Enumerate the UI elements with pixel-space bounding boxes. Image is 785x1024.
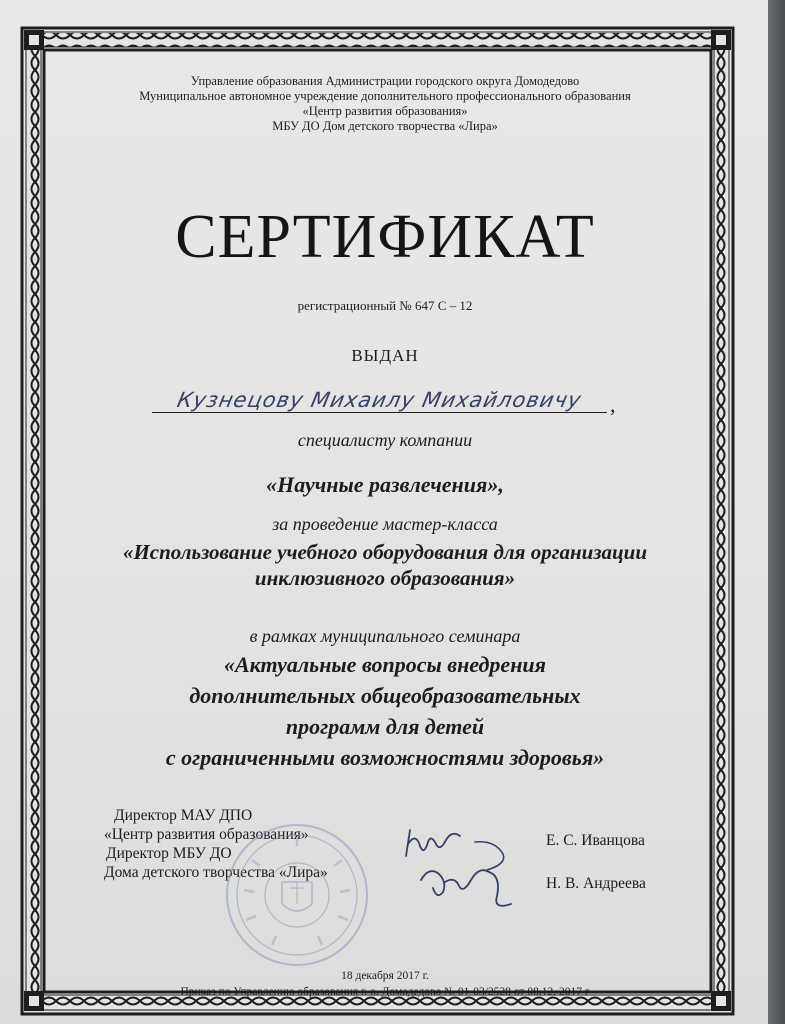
issue-date: 18 декабря 2017 г. — [341, 970, 429, 982]
director-org-2: Дома детского творчества «Лира» — [104, 864, 328, 881]
round-seal-icon — [222, 820, 372, 970]
issued-label: ВЫДАН — [351, 346, 419, 365]
seminar-title-line-4: с ограниченными возможностями здоровья» — [165, 745, 605, 770]
seminar-title-line-3: программ для детей — [285, 714, 485, 739]
director-title-1: Директор МАУ ДПО — [114, 807, 253, 824]
company-name: «Научные развлечения», — [266, 472, 504, 497]
header-line-4: МБУ ДО Дом детского творчества «Лира» — [272, 119, 498, 133]
for-label: за проведение мастер-класса — [272, 514, 498, 534]
recipient-underline — [152, 412, 607, 413]
registration-number: регистрационный № 647 С – 12 — [297, 298, 473, 313]
recipient-name-handwritten: Кузнецову Михаилу Михайловичу — [175, 388, 584, 412]
signature-icon — [415, 836, 525, 916]
within-label: в рамках муниципального семинара — [249, 626, 521, 646]
header-line-1: Управление образования Администрации городского округа Домодедово — [190, 74, 580, 88]
seminar-title-line-2: дополнительных общеобразовательных — [189, 683, 581, 708]
signatory-name-2: Н. В. Андреева — [546, 875, 646, 892]
masterclass-title-line-1: «Использование учебного оборудования для организации — [122, 540, 648, 564]
recipient-role: специалисту компании — [297, 430, 473, 450]
recipient-comma: , — [610, 392, 616, 417]
order-reference: Приказ по Управлению образования г. о. Домодедово № 01-03/2528 от 08.12. 2017 г — [180, 986, 590, 998]
header-line-3: «Центр развития образования» — [302, 104, 468, 118]
signatory-name-1: Е. С. Иванцова — [546, 832, 645, 849]
background-surface — [768, 0, 785, 1024]
seminar-title-line-1: «Актуальные вопросы внедрения — [224, 652, 546, 677]
certificate-title: СЕРТИФИКАТ — [175, 203, 595, 271]
masterclass-title-line-2: инклюзивного образования» — [254, 566, 516, 590]
header-line-2: Муниципальное автономное учреждение дополнительного профессионального образования — [139, 89, 631, 103]
director-org-1: «Центр развития образования» — [104, 826, 309, 843]
director-title-2: Директор МБУ ДО — [106, 845, 232, 862]
